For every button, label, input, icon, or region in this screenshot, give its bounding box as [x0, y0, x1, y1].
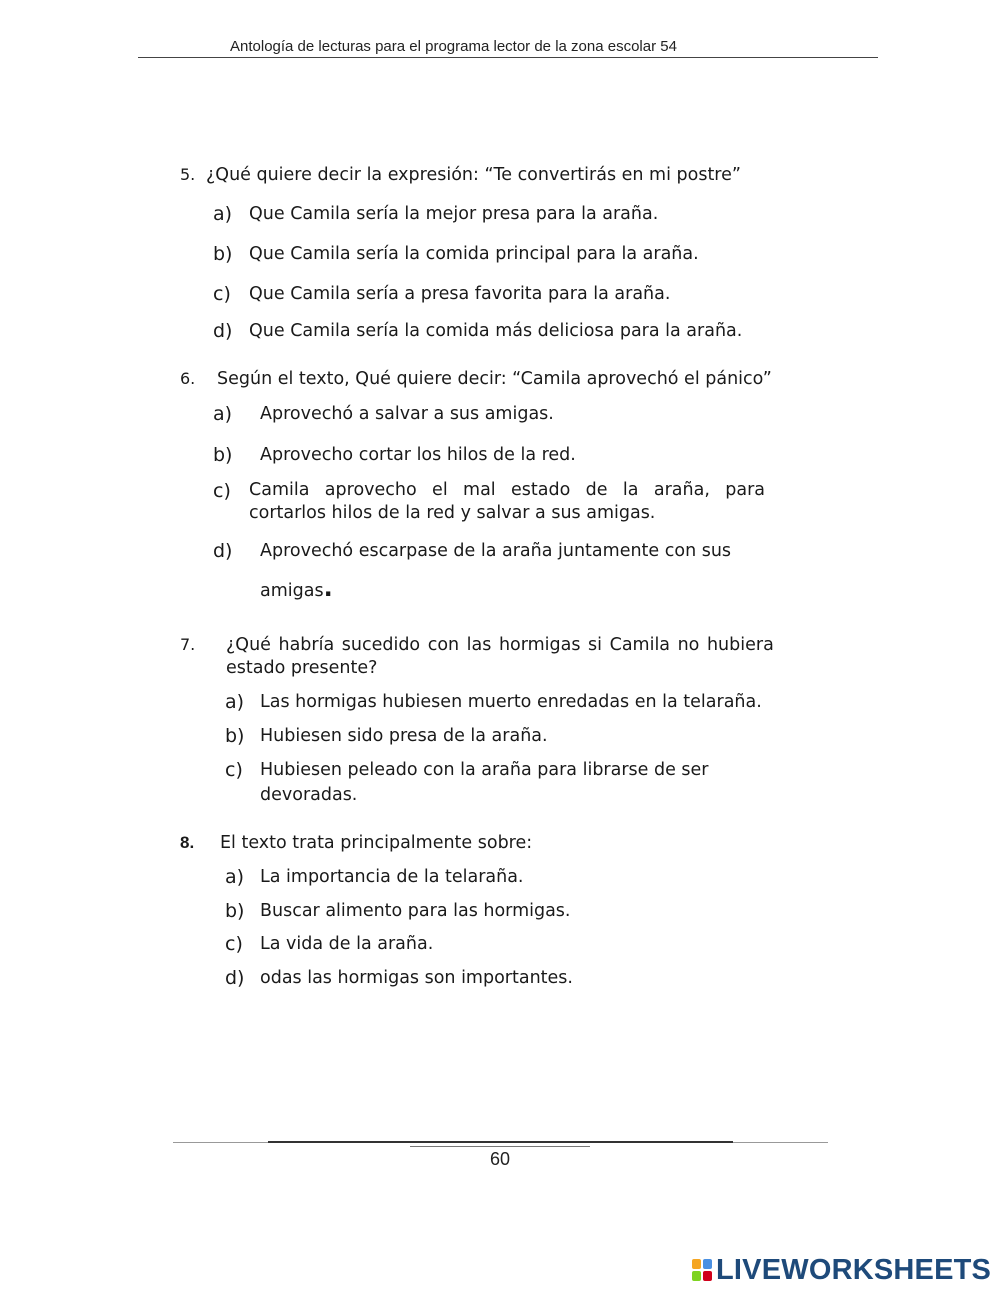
header-divider [138, 57, 878, 58]
option-text: Buscar alimento para las hormigas. [260, 901, 571, 921]
question-number: 5. [180, 165, 196, 184]
option-letter: c) [213, 480, 231, 502]
option-text: Que Camila sería la mejor presa para la araña. [249, 204, 659, 224]
option-text: La vida de la araña. [260, 934, 434, 954]
option-letter: c) [213, 283, 231, 305]
question-text: Según el texto, Qué quiere decir: “Camila aprovechó el pánico” [217, 369, 772, 389]
option-letter: d) [213, 320, 233, 342]
option-text: Que Camila sería a presa favorita para la araña. [249, 284, 671, 304]
option-letter: a) [213, 403, 233, 425]
liveworksheets-logo-icon [692, 1259, 712, 1281]
footer-divider-thick [268, 1141, 733, 1143]
question-text-line1: ¿Qué habría sucedido con las hormigas si Camila no hubiera [226, 635, 774, 655]
option-text: La importancia de la telaraña. [260, 867, 524, 887]
option-letter: a) [225, 691, 245, 713]
option-text: Camila aprovecho el mal estado de la araña, para cortarlos hilos de la red y salvar a sus amigas. [249, 480, 765, 523]
option-letter: b) [225, 900, 245, 922]
option-text-line1: Hubiesen peleado con la araña para librarse de ser [260, 760, 709, 780]
question-text: ¿Qué quiere decir la expresión: “Te convertirás en mi postre” [206, 165, 741, 185]
liveworksheets-brand[interactable] [692, 1253, 991, 1287]
option-letter: b) [213, 444, 233, 466]
option-text-continued: amigas. [260, 574, 333, 602]
option-text: Hubiesen sido presa de la araña. [260, 726, 548, 746]
option-letter: b) [213, 243, 233, 265]
question-number: 8. [180, 833, 195, 852]
option-text: Aprovechó escarpase de la araña juntamente con sus [260, 541, 732, 561]
option-letter: d) [213, 540, 233, 562]
option-text: odas las hormigas son importantes. [260, 968, 573, 988]
option-text: Las hormigas hubiesen muerto enredadas en la telaraña. [260, 692, 762, 712]
option-letter: a) [225, 866, 245, 888]
question-text-line2: estado presente? [226, 658, 378, 678]
question-text: El texto trata principalmente sobre: [220, 833, 533, 853]
option-6c[interactable] [213, 479, 773, 529]
option-letter: c) [225, 933, 243, 955]
option-letter: c) [225, 759, 243, 781]
question-number: 7. [180, 635, 196, 654]
page-number: 60 [489, 1149, 511, 1169]
option-letter: d) [225, 967, 245, 989]
option-letter: b) [225, 725, 245, 747]
option-text-line2: devoradas. [260, 785, 358, 805]
footer-divider-short [410, 1146, 590, 1147]
option-text: Aprovechó a salvar a sus amigas. [260, 404, 554, 424]
question-number: 6. [180, 369, 196, 388]
page-header-title: Antología de lecturas para el programa lector de la zona escolar 54 [230, 38, 677, 55]
brand-name: LIVEWORKSHEETS [716, 1253, 992, 1286]
option-text: Que Camila sería la comida más deliciosa para la araña. [249, 321, 743, 341]
option-text: Aprovecho cortar los hilos de la red. [260, 445, 576, 465]
option-text: Que Camila sería la comida principal para la araña. [249, 244, 699, 264]
option-letter: a) [213, 203, 233, 225]
